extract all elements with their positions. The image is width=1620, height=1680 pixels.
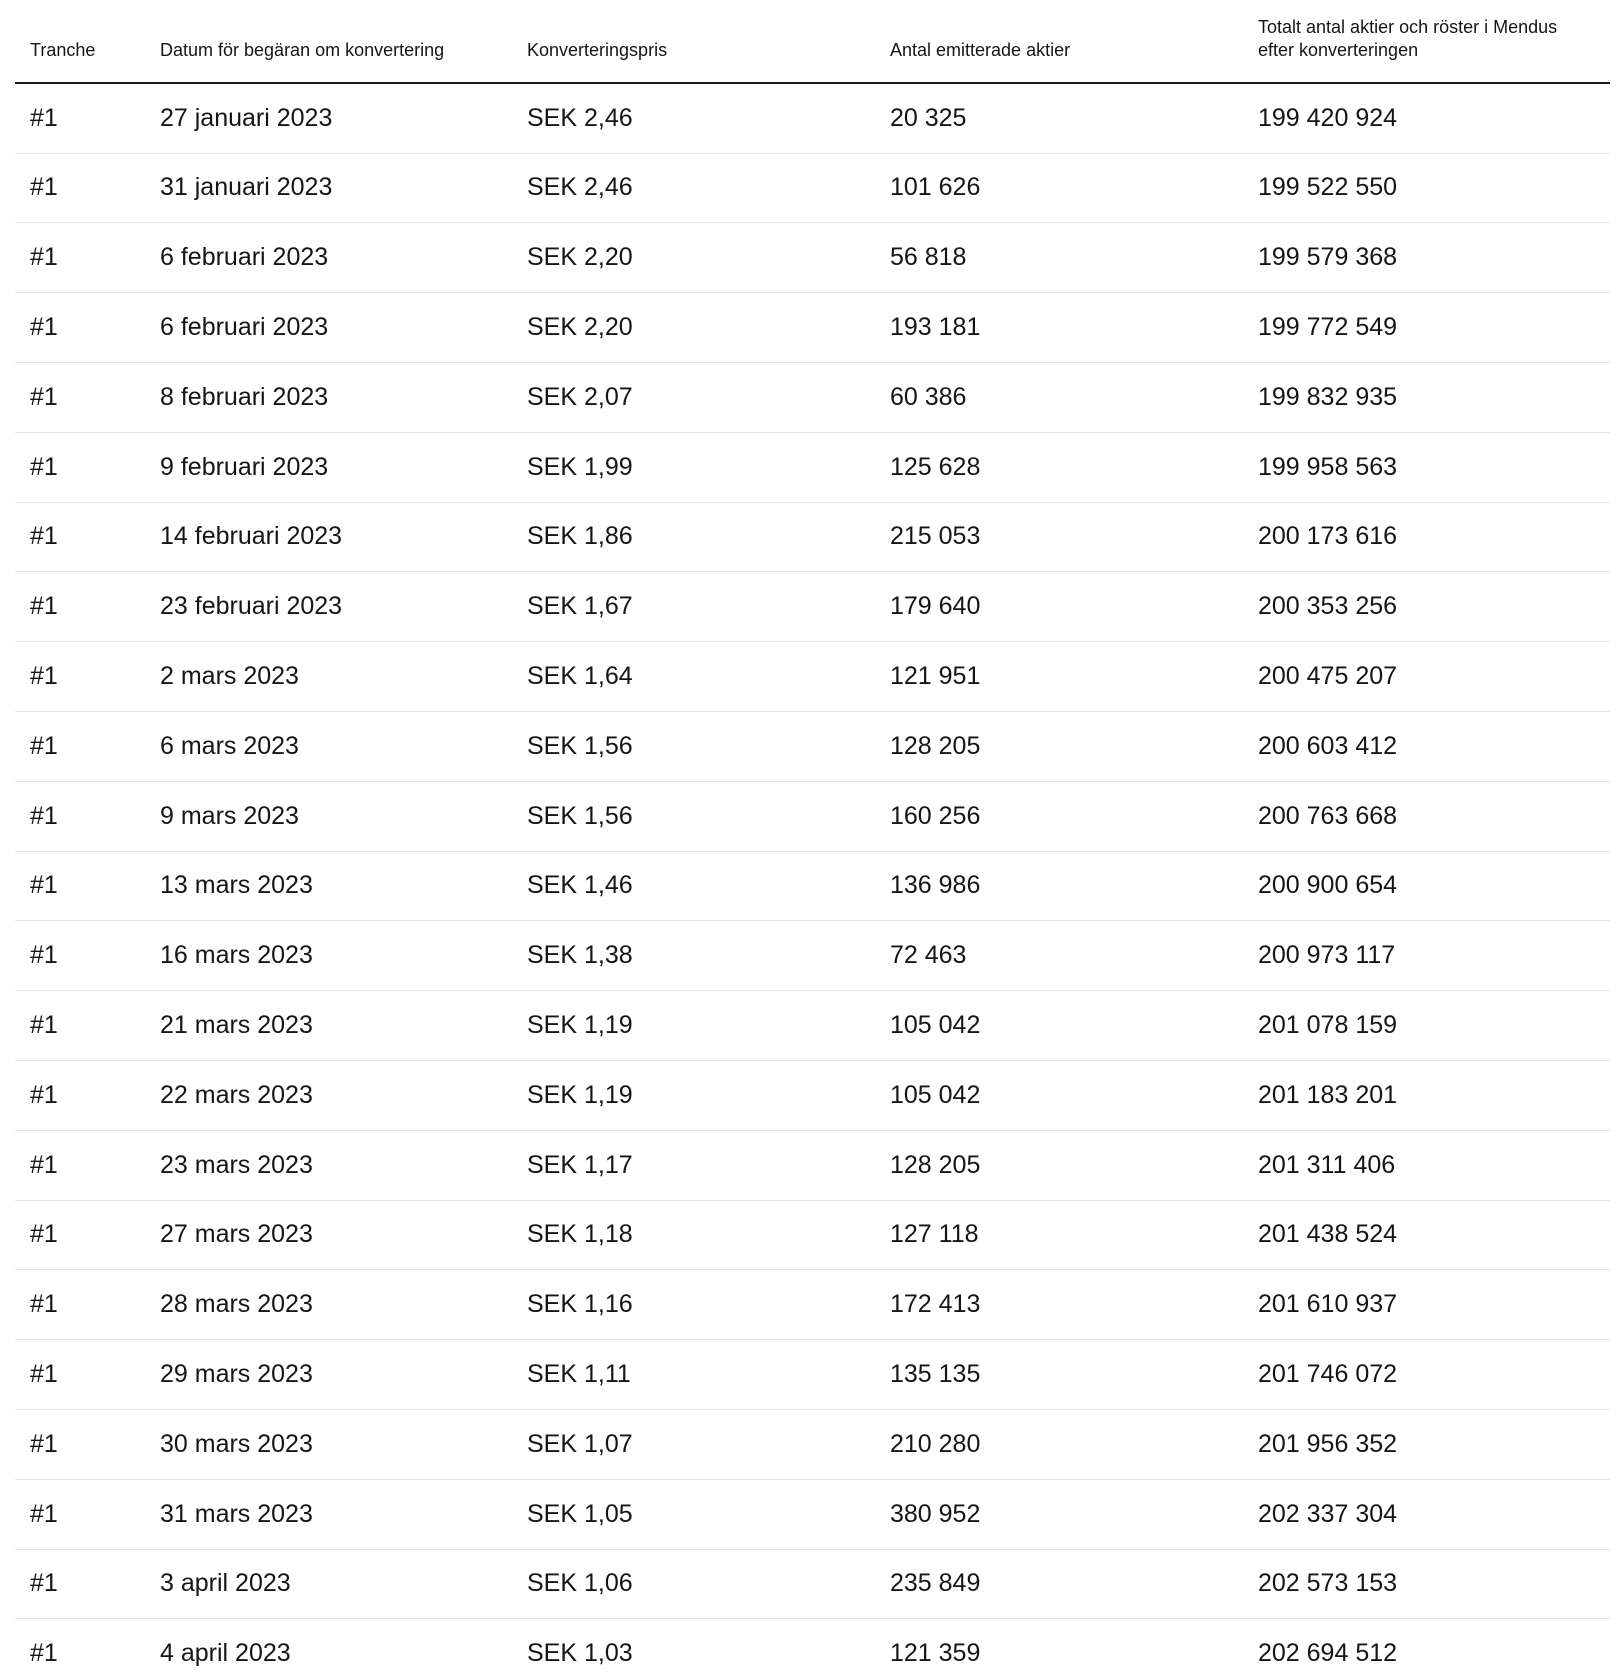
table-header-row bbox=[15, 16, 1610, 83]
cell-shares-issued: 72 463 bbox=[890, 941, 967, 970]
cell-tranche: #1 bbox=[30, 452, 58, 481]
cell-conversion-date: 30 mars 2023 bbox=[160, 1429, 313, 1458]
cell-conversion-date: 8 februari 2023 bbox=[160, 382, 329, 411]
cell-tranche: #1 bbox=[30, 1639, 58, 1668]
cell-conversion-price: SEK 1,99 bbox=[527, 452, 633, 481]
cell-shares-issued: 125 628 bbox=[890, 452, 981, 481]
cell-conversion-date: 6 februari 2023 bbox=[160, 313, 329, 342]
cell-total-shares: 200 353 256 bbox=[1258, 592, 1398, 621]
cell-conversion-price: SEK 1,67 bbox=[527, 592, 633, 621]
cell-total-shares: 201 078 159 bbox=[1258, 1011, 1398, 1040]
cell-shares-issued: 56 818 bbox=[890, 243, 967, 272]
cell-shares-issued: 128 205 bbox=[890, 731, 981, 760]
table-header bbox=[15, 16, 1610, 83]
table-row bbox=[15, 1619, 1610, 1680]
table-row bbox=[15, 572, 1610, 642]
cell-conversion-price: SEK 1,18 bbox=[527, 1220, 633, 1249]
cell-conversion-date: 6 februari 2023 bbox=[160, 243, 329, 272]
table-row bbox=[15, 781, 1610, 851]
cell-shares-issued: 105 042 bbox=[890, 1080, 981, 1109]
cell-tranche: #1 bbox=[30, 1290, 58, 1319]
cell-conversion-price: SEK 2,20 bbox=[527, 313, 633, 342]
cell-total-shares: 202 694 512 bbox=[1258, 1639, 1398, 1668]
cell-conversion-date: 2 mars 2023 bbox=[160, 662, 299, 691]
cell-total-shares: 201 183 201 bbox=[1258, 1080, 1398, 1109]
cell-conversion-date: 27 mars 2023 bbox=[160, 1220, 313, 1249]
cell-total-shares: 199 579 368 bbox=[1258, 243, 1398, 272]
cell-total-shares: 199 420 924 bbox=[1258, 103, 1398, 132]
cell-conversion-date: 9 mars 2023 bbox=[160, 801, 299, 830]
cell-total-shares: 199 832 935 bbox=[1258, 382, 1398, 411]
cell-tranche: #1 bbox=[30, 662, 58, 691]
cell-conversion-price: SEK 1,16 bbox=[527, 1290, 633, 1319]
cell-shares-issued: 215 053 bbox=[890, 522, 981, 551]
cell-tranche: #1 bbox=[30, 1011, 58, 1040]
cell-conversion-date: 22 mars 2023 bbox=[160, 1080, 313, 1109]
table-row bbox=[15, 991, 1610, 1061]
column-header-shares-issued: Antal emitterade aktier bbox=[890, 16, 1258, 83]
cell-conversion-price: SEK 1,38 bbox=[527, 941, 633, 970]
cell-total-shares: 201 311 406 bbox=[1258, 1150, 1396, 1179]
column-header-conversion-date: Datum för begäran om konvertering bbox=[160, 16, 527, 83]
table-row bbox=[15, 223, 1610, 293]
column-header-tranche: Tranche bbox=[15, 16, 160, 83]
conversion-table bbox=[15, 16, 1610, 1680]
cell-shares-issued: 179 640 bbox=[890, 592, 981, 621]
cell-total-shares: 200 900 654 bbox=[1258, 871, 1398, 900]
cell-tranche: #1 bbox=[30, 1569, 58, 1598]
table-body bbox=[15, 83, 1610, 1680]
cell-tranche: #1 bbox=[30, 1080, 58, 1109]
cell-total-shares: 201 956 352 bbox=[1258, 1429, 1398, 1458]
cell-tranche: #1 bbox=[30, 1360, 58, 1389]
cell-conversion-date: 16 mars 2023 bbox=[160, 941, 313, 970]
cell-tranche: #1 bbox=[30, 522, 58, 551]
cell-conversion-price: SEK 2,46 bbox=[527, 173, 633, 202]
cell-shares-issued: 172 413 bbox=[890, 1290, 981, 1319]
column-header-total-shares: Totalt antal aktier och röster i Mendus efter konverteringen bbox=[1258, 16, 1610, 83]
cell-shares-issued: 60 386 bbox=[890, 382, 967, 411]
cell-shares-issued: 101 626 bbox=[890, 173, 981, 202]
cell-conversion-date: 13 mars 2023 bbox=[160, 871, 313, 900]
cell-tranche: #1 bbox=[30, 1429, 58, 1458]
cell-total-shares: 201 438 524 bbox=[1258, 1220, 1398, 1249]
cell-conversion-price: SEK 1,06 bbox=[527, 1569, 633, 1598]
cell-conversion-price: SEK 1,11 bbox=[527, 1360, 631, 1389]
cell-conversion-price: SEK 1,86 bbox=[527, 522, 633, 551]
cell-conversion-date: 31 mars 2023 bbox=[160, 1499, 313, 1528]
cell-conversion-date: 21 mars 2023 bbox=[160, 1011, 313, 1040]
cell-total-shares: 199 958 563 bbox=[1258, 452, 1398, 481]
table-row bbox=[15, 153, 1610, 223]
cell-tranche: #1 bbox=[30, 801, 58, 830]
table-row bbox=[15, 1340, 1610, 1410]
cell-conversion-price: SEK 1,56 bbox=[527, 731, 633, 760]
table-row bbox=[15, 921, 1610, 991]
cell-shares-issued: 193 181 bbox=[890, 313, 981, 342]
cell-shares-issued: 121 359 bbox=[890, 1639, 981, 1668]
cell-tranche: #1 bbox=[30, 1150, 58, 1179]
cell-conversion-price: SEK 1,03 bbox=[527, 1639, 633, 1668]
cell-total-shares: 202 573 153 bbox=[1258, 1569, 1398, 1598]
cell-tranche: #1 bbox=[30, 313, 58, 342]
table-row bbox=[15, 502, 1610, 572]
table-row bbox=[15, 1549, 1610, 1619]
cell-tranche: #1 bbox=[30, 1499, 58, 1528]
cell-total-shares: 199 522 550 bbox=[1258, 173, 1398, 202]
table-row bbox=[15, 293, 1610, 363]
cell-total-shares: 201 746 072 bbox=[1258, 1360, 1398, 1389]
cell-conversion-price: SEK 2,07 bbox=[527, 382, 633, 411]
cell-shares-issued: 210 280 bbox=[890, 1429, 981, 1458]
cell-shares-issued: 121 951 bbox=[890, 662, 981, 691]
cell-conversion-date: 3 april 2023 bbox=[160, 1569, 291, 1598]
cell-conversion-date: 4 april 2023 bbox=[160, 1639, 291, 1668]
table-row bbox=[15, 711, 1610, 781]
cell-conversion-price: SEK 2,46 bbox=[527, 103, 633, 132]
cell-conversion-price: SEK 1,07 bbox=[527, 1429, 633, 1458]
cell-shares-issued: 127 118 bbox=[890, 1220, 979, 1249]
cell-shares-issued: 20 325 bbox=[890, 103, 967, 132]
cell-conversion-price: SEK 2,20 bbox=[527, 243, 633, 272]
cell-tranche: #1 bbox=[30, 592, 58, 621]
cell-conversion-date: 6 mars 2023 bbox=[160, 731, 299, 760]
cell-total-shares: 200 973 117 bbox=[1258, 941, 1396, 970]
cell-shares-issued: 105 042 bbox=[890, 1011, 981, 1040]
cell-conversion-date: 23 februari 2023 bbox=[160, 592, 343, 621]
table-row bbox=[15, 1060, 1610, 1130]
table-row bbox=[15, 642, 1610, 712]
cell-tranche: #1 bbox=[30, 871, 58, 900]
cell-shares-issued: 160 256 bbox=[890, 801, 981, 830]
cell-total-shares: 199 772 549 bbox=[1258, 313, 1398, 342]
cell-tranche: #1 bbox=[30, 173, 58, 202]
cell-shares-issued: 135 135 bbox=[890, 1360, 981, 1389]
cell-tranche: #1 bbox=[30, 103, 58, 132]
cell-conversion-price: SEK 1,19 bbox=[527, 1080, 633, 1109]
cell-conversion-price: SEK 1,19 bbox=[527, 1011, 633, 1040]
cell-shares-issued: 380 952 bbox=[890, 1499, 981, 1528]
cell-total-shares: 201 610 937 bbox=[1258, 1290, 1398, 1319]
table-row bbox=[15, 851, 1610, 921]
cell-tranche: #1 bbox=[30, 941, 58, 970]
cell-tranche: #1 bbox=[30, 243, 58, 272]
cell-conversion-date: 31 januari 2023 bbox=[160, 173, 333, 202]
cell-conversion-price: SEK 1,56 bbox=[527, 801, 633, 830]
cell-conversion-date: 28 mars 2023 bbox=[160, 1290, 313, 1319]
table-row bbox=[15, 83, 1610, 153]
cell-total-shares: 200 173 616 bbox=[1258, 522, 1398, 551]
table-row bbox=[15, 1200, 1610, 1270]
cell-total-shares: 200 763 668 bbox=[1258, 801, 1398, 830]
cell-conversion-price: SEK 1,17 bbox=[527, 1150, 633, 1179]
table-row bbox=[15, 362, 1610, 432]
cell-conversion-date: 27 januari 2023 bbox=[160, 103, 333, 132]
cell-total-shares: 200 603 412 bbox=[1258, 731, 1398, 760]
cell-conversion-date: 14 februari 2023 bbox=[160, 522, 343, 551]
cell-total-shares: 202 337 304 bbox=[1258, 1499, 1398, 1528]
table-row bbox=[15, 1479, 1610, 1549]
cell-conversion-date: 9 februari 2023 bbox=[160, 452, 329, 481]
cell-conversion-date: 29 mars 2023 bbox=[160, 1360, 313, 1389]
table-row bbox=[15, 1409, 1610, 1479]
cell-tranche: #1 bbox=[30, 731, 58, 760]
cell-tranche: #1 bbox=[30, 382, 58, 411]
cell-total-shares: 200 475 207 bbox=[1258, 662, 1398, 691]
cell-conversion-date: 23 mars 2023 bbox=[160, 1150, 313, 1179]
cell-tranche: #1 bbox=[30, 1220, 58, 1249]
cell-conversion-price: SEK 1,46 bbox=[527, 871, 633, 900]
column-header-conversion-price: Konverteringspris bbox=[527, 16, 890, 83]
cell-conversion-price: SEK 1,64 bbox=[527, 662, 633, 691]
cell-conversion-price: SEK 1,05 bbox=[527, 1499, 633, 1528]
table-row bbox=[15, 1270, 1610, 1340]
cell-shares-issued: 136 986 bbox=[890, 871, 981, 900]
table-row bbox=[15, 1130, 1610, 1200]
table-row bbox=[15, 432, 1610, 502]
cell-shares-issued: 235 849 bbox=[890, 1569, 981, 1598]
cell-shares-issued: 128 205 bbox=[890, 1150, 981, 1179]
